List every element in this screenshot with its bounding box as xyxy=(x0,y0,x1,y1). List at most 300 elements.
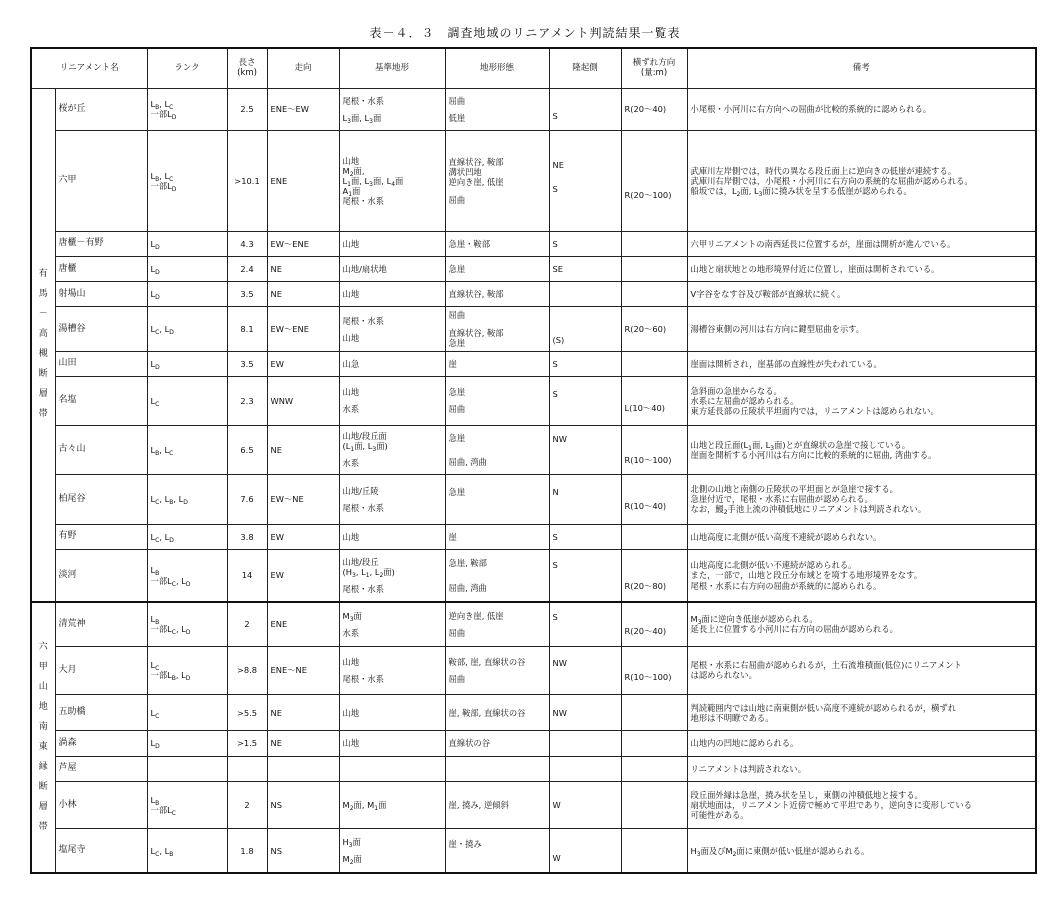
cell-length: 2.4 xyxy=(227,256,267,281)
uplift-line xyxy=(553,622,618,629)
remarks-line: 山地内の凹地に認められる。 xyxy=(690,738,799,749)
table-row xyxy=(31,256,1036,281)
uplift-line xyxy=(553,675,618,682)
form-line: 屈曲 xyxy=(448,673,466,684)
cell-length: 8.1 xyxy=(227,307,267,351)
uplift-line xyxy=(553,444,618,451)
form-line xyxy=(449,667,546,674)
header-length: 長さ (km) xyxy=(227,48,267,88)
cell-remarks xyxy=(687,695,1036,731)
rank-line: $L_B$, $L_C$ xyxy=(150,170,174,183)
cell-offset xyxy=(621,781,687,828)
header-remarks: 備考 xyxy=(687,48,1036,88)
cell-landform xyxy=(339,307,445,351)
form-line xyxy=(449,849,546,856)
form-line xyxy=(449,497,546,504)
remarks-line: 小尾根・小河川に右方向への屈曲が比較的系統的に認められる。 xyxy=(690,104,932,115)
uplift-line xyxy=(553,321,618,328)
cell-form xyxy=(445,829,549,873)
offset-line xyxy=(625,567,684,574)
cell-rank xyxy=(147,282,227,307)
cell-remarks xyxy=(687,756,1036,781)
offset-line xyxy=(625,665,684,672)
form-line: 急崖 xyxy=(448,387,466,398)
uplift-line xyxy=(553,458,618,465)
rank-line: $L_D$ xyxy=(150,263,160,276)
cell-rank xyxy=(147,88,227,131)
lineament-name: 唐櫃 xyxy=(55,256,147,281)
cell-remarks xyxy=(687,307,1036,351)
cell-strike: EW xyxy=(267,351,339,376)
zone-label-char: 地 xyxy=(38,702,48,713)
uplift-line xyxy=(553,497,618,504)
cell-form xyxy=(445,231,549,256)
offset-line xyxy=(625,619,684,626)
rank-line: $L_D$ xyxy=(150,738,160,751)
cell-offset xyxy=(621,646,687,694)
form-line: 急崖 xyxy=(448,487,466,498)
cell-remarks xyxy=(687,256,1036,281)
cell-rank xyxy=(147,425,227,475)
lineament-name: 清荒神 xyxy=(55,602,147,646)
offset-line xyxy=(625,612,684,619)
fault-zone-label xyxy=(31,88,55,602)
cell-length: 3.8 xyxy=(227,524,267,549)
remarks-line: は認められない。 xyxy=(690,670,757,681)
table-row xyxy=(31,549,1036,602)
landform-line: $L_3$面, $L_3$面 xyxy=(342,112,382,125)
landform-line: 山地 xyxy=(342,332,360,343)
landform-line: 山地 xyxy=(342,656,360,667)
cell-length: 6.5 xyxy=(227,425,267,475)
uplift-line: NE xyxy=(552,160,564,171)
landform-line xyxy=(343,847,442,854)
cell-uplift xyxy=(549,602,621,646)
form-line: 急崖, 鞍部 xyxy=(448,558,487,569)
landform-line xyxy=(343,496,442,503)
uplift-line: S xyxy=(552,559,558,570)
cell-strike: ENE～EW xyxy=(267,88,339,131)
cell-rank xyxy=(147,351,227,376)
rank-line: $L_B$ xyxy=(150,614,160,627)
cell-rank xyxy=(147,131,227,231)
form-line: 屈曲 xyxy=(448,95,466,106)
table-row xyxy=(31,475,1036,525)
remarks-line: 段丘面外縁は急崖，撓み状を呈し，東側の沖積低地と接する。 xyxy=(690,789,923,800)
lineament-table-container xyxy=(30,47,1035,874)
form-line xyxy=(449,765,546,772)
cell-form xyxy=(445,646,549,694)
remarks-line: 扇状地面は，リニアメント近傍で極めて平坦であり，逆向きに変形している xyxy=(690,800,972,811)
zone-label-char: 帯 xyxy=(38,822,48,833)
cell-strike: WNW xyxy=(267,377,339,425)
cell-length: 4.3 xyxy=(227,231,267,256)
cell-strike: ENE～NE xyxy=(267,646,339,694)
cell-landform xyxy=(339,781,445,828)
cell-form xyxy=(445,377,549,425)
uplift-line: W xyxy=(552,852,561,863)
table-row xyxy=(31,829,1036,873)
cell-uplift xyxy=(549,781,621,828)
offset-line xyxy=(625,389,684,396)
cell-form xyxy=(445,731,549,756)
form-line: 急崖 xyxy=(448,432,466,443)
uplift-line xyxy=(553,170,618,177)
lineament-name: 有野 xyxy=(55,524,147,549)
lineament-name: 淡河 xyxy=(55,549,147,602)
rank-line: $L_C$ xyxy=(150,395,160,408)
cell-length: 2 xyxy=(227,781,267,828)
cell-landform xyxy=(339,425,445,475)
lineament-name: 五助橋 xyxy=(55,695,147,731)
landform-line: 水系 xyxy=(342,404,360,415)
offset-line xyxy=(625,176,684,183)
lineament-name: 射場山 xyxy=(55,282,147,307)
offset-line: R(20～40) xyxy=(624,626,667,637)
cell-form xyxy=(445,602,549,646)
zone-label-char: 有 xyxy=(38,269,48,280)
cell-offset xyxy=(621,377,687,425)
offset-line xyxy=(625,441,684,448)
uplift-line: NW xyxy=(552,434,567,445)
offset-line xyxy=(625,434,684,441)
form-line: 逆向き崖, 低崖 xyxy=(448,610,504,621)
zone-label-char: 層 xyxy=(38,802,48,813)
uplift-line: S xyxy=(552,612,558,623)
offset-line xyxy=(625,360,684,367)
cell-length: 2.3 xyxy=(227,377,267,425)
uplift-line: (S) xyxy=(552,334,565,345)
rank-line: $L_C$, $L_B$, $L_D$ xyxy=(150,494,188,507)
table-row xyxy=(31,781,1036,828)
cell-landform xyxy=(339,756,445,781)
cell-rank xyxy=(147,829,227,873)
cell-offset xyxy=(621,425,687,475)
cell-offset xyxy=(621,282,687,307)
cell-length: 1.8 xyxy=(227,829,267,873)
header-landform: 基準地形 xyxy=(339,48,445,88)
cell-strike: EW～NE xyxy=(267,475,339,525)
cell-landform xyxy=(339,646,445,694)
cell-remarks xyxy=(687,231,1036,256)
offset-line xyxy=(625,765,684,772)
uplift-line xyxy=(553,97,618,104)
cell-form xyxy=(445,756,549,781)
cell-landform xyxy=(339,351,445,376)
form-line xyxy=(449,106,546,113)
cell-remarks xyxy=(687,351,1036,376)
uplift-line xyxy=(553,195,618,202)
cell-strike: NS xyxy=(267,829,339,873)
offset-line xyxy=(625,709,684,716)
uplift-line xyxy=(553,328,618,335)
table-row xyxy=(31,377,1036,425)
table-title: 表－４．３ 調査地域のリニアメント判読結果一覧表 xyxy=(369,26,681,40)
cell-landform xyxy=(339,377,445,425)
table-row xyxy=(31,307,1036,351)
form-line: 溝状凹地 xyxy=(448,167,482,178)
offset-line: R(20～60) xyxy=(624,324,667,335)
landform-line: 水系 xyxy=(342,458,360,469)
uplift-line xyxy=(553,451,618,458)
cell-form xyxy=(445,282,549,307)
zone-label-char: 東 xyxy=(38,742,48,753)
rank-line: $L_B$ xyxy=(150,795,160,808)
landform-line xyxy=(343,667,442,674)
cell-form xyxy=(445,524,549,549)
cell-offset xyxy=(621,602,687,646)
table-row xyxy=(31,756,1036,781)
landform-line: 山地/丘陵 xyxy=(342,485,379,496)
cell-uplift xyxy=(549,231,621,256)
remarks-line: 北側の山地と南側の丘陵状の平坦面とが急崖で接する。 xyxy=(690,484,898,495)
rank-line xyxy=(151,765,224,772)
remarks-line: 可能性がある。 xyxy=(690,810,749,821)
cell-landform xyxy=(339,602,445,646)
cell-strike: NE xyxy=(267,282,339,307)
cell-landform xyxy=(339,829,445,873)
uplift-line xyxy=(553,629,618,636)
cell-landform xyxy=(339,549,445,602)
remarks-line: 山地と段丘面($L_1$面, $L_3$面)とが直線状の急崖で接している。 xyxy=(690,439,911,452)
form-line: 低崖 xyxy=(448,112,466,123)
table-row xyxy=(31,88,1036,131)
form-line: 鞍部, 崖, 直線状の谷 xyxy=(448,656,526,667)
table-row xyxy=(31,231,1036,256)
table-row xyxy=(31,425,1036,475)
form-line xyxy=(449,188,546,195)
cell-remarks xyxy=(687,425,1036,475)
remarks-line: 地形は不明瞭である。 xyxy=(690,712,774,723)
cell-offset xyxy=(621,524,687,549)
offset-line xyxy=(625,162,684,169)
form-line: 屈曲 xyxy=(448,194,466,205)
cell-uplift xyxy=(549,377,621,425)
form-line: 急崖・鞍部 xyxy=(448,238,491,249)
cell-uplift xyxy=(549,524,621,549)
remarks-line: 尾根・水系に右屈曲が認められるが，土石流堆積面(低位)にリニアメント xyxy=(690,660,962,671)
zone-label-char: 帯 xyxy=(38,409,48,420)
offset-line xyxy=(625,740,684,747)
cell-uplift xyxy=(549,695,621,731)
offset-line: R(10～100) xyxy=(624,672,672,683)
uplift-line: S xyxy=(552,238,558,249)
remarks-line: 武庫川右岸側では，小尾根・小河川に右方向の系統的な屈曲が認められる。 xyxy=(690,175,973,186)
rank-line: $L_D$ xyxy=(150,358,160,371)
remarks-line: 水系に左屈曲が認められる。 xyxy=(690,395,799,406)
table-row xyxy=(31,351,1036,376)
uplift-line: NW xyxy=(552,707,567,718)
remarks-line: 山地高度に北側が低い高度不連続が認められない。 xyxy=(690,531,882,542)
form-line: 屈曲, 湾曲 xyxy=(448,582,487,593)
form-line: 崖・撓み xyxy=(448,838,482,849)
landform-line xyxy=(343,106,442,113)
cell-strike xyxy=(267,756,339,781)
lineament-name: 渦森 xyxy=(55,731,147,756)
cell-uplift xyxy=(549,549,621,602)
header-row xyxy=(31,48,1036,88)
form-line xyxy=(449,321,546,328)
form-line: 急崖 xyxy=(448,337,466,348)
cell-strike: NE xyxy=(267,425,339,475)
cell-rank xyxy=(147,475,227,525)
landform-line: 山地/扇状地 xyxy=(342,263,387,274)
cell-rank xyxy=(147,695,227,731)
remarks-line: $H_3$面及び$M_2$面に東側が低い低崖が認められる。 xyxy=(690,845,870,858)
cell-landform xyxy=(339,282,445,307)
rank-line: 一部$L_C$, $L_D$ xyxy=(150,624,191,637)
offset-line: R(20～100) xyxy=(624,189,672,200)
cell-offset xyxy=(621,307,687,351)
zone-label-char: 六 xyxy=(38,642,48,653)
landform-line: $A_1$面 xyxy=(342,186,361,199)
cell-strike: EW～ENE xyxy=(267,231,339,256)
form-line: 屈曲 xyxy=(448,404,466,415)
form-line xyxy=(449,397,546,404)
uplift-line xyxy=(553,584,618,591)
landform-line: $L_1$面, $L_3$面, $L_4$面 xyxy=(342,175,404,188)
lineament-name: 山田 xyxy=(55,351,147,376)
rank-line: $L_C$, $L_B$ xyxy=(150,845,174,858)
landform-line xyxy=(343,451,442,458)
landform-line: $M_3$面 xyxy=(342,610,362,623)
offset-line xyxy=(625,396,684,403)
offset-line xyxy=(625,291,684,298)
zone-label-char: 層 xyxy=(38,389,48,400)
cell-offset xyxy=(621,231,687,256)
cell-uplift xyxy=(549,307,621,351)
landform-line: 尾根・水系 xyxy=(342,673,385,684)
lineament-name: 名塩 xyxy=(55,377,147,425)
cell-length: 7.6 xyxy=(227,475,267,525)
cell-remarks xyxy=(687,377,1036,425)
zone-label-char: 南 xyxy=(38,722,48,733)
landform-line: 尾根・水系 xyxy=(342,315,385,326)
form-line xyxy=(449,576,546,583)
form-line xyxy=(449,443,546,450)
landform-line: 山地 xyxy=(342,531,360,542)
remarks-line: 湯槽谷東側の河川は右方向に鍵型屈曲を示す。 xyxy=(690,324,865,335)
landform-line xyxy=(343,577,442,584)
lineament-name: 桜が丘 xyxy=(55,88,147,131)
offset-line xyxy=(625,169,684,176)
uplift-line: SE xyxy=(552,263,564,274)
uplift-line xyxy=(553,668,618,675)
rank-line: $L_B$ xyxy=(150,565,160,578)
cell-form xyxy=(445,131,549,231)
cell-length: >8.8 xyxy=(227,646,267,694)
uplift-line xyxy=(553,765,618,772)
uplift-line xyxy=(553,406,618,413)
cell-length: 2.5 xyxy=(227,88,267,131)
offset-line xyxy=(625,448,684,455)
landform-line xyxy=(343,765,442,772)
cell-remarks xyxy=(687,282,1036,307)
cell-landform xyxy=(339,695,445,731)
zone-label-char: 山 xyxy=(38,682,48,693)
cell-form xyxy=(445,475,549,525)
cell-length: >1.5 xyxy=(227,731,267,756)
cell-length: 3.5 xyxy=(227,282,267,307)
form-line: 屈曲 xyxy=(448,310,466,321)
landform-line: 山地 xyxy=(342,738,360,749)
cell-uplift xyxy=(549,351,621,376)
header-uplift: 隆起側 xyxy=(549,48,621,88)
table-body xyxy=(31,88,1036,873)
uplift-line: S xyxy=(552,531,558,542)
lineament-name: 唐櫃－有野 xyxy=(55,231,147,256)
cell-uplift xyxy=(549,646,621,694)
remarks-line: 急崖付近で，尾根・水系に右屈曲が認められる。 xyxy=(690,494,873,505)
cell-strike: NS xyxy=(267,781,339,828)
uplift-line: S xyxy=(552,111,558,122)
landform-line xyxy=(343,326,442,333)
cell-rank xyxy=(147,646,227,694)
cell-form xyxy=(445,88,549,131)
rank-line: 一部$L_C$, $L_D$ xyxy=(150,575,191,588)
offset-line: R(10～100) xyxy=(624,455,672,466)
uplift-line xyxy=(553,399,618,406)
landform-line: 山急 xyxy=(342,358,360,369)
cell-landform xyxy=(339,524,445,549)
form-line: 崖, 鞍部, 直線状の谷 xyxy=(448,707,526,718)
offset-line: L(10～40) xyxy=(624,402,666,413)
uplift-line xyxy=(553,839,618,846)
zone-label-char: 断 xyxy=(38,782,48,793)
remarks-line: 武庫川左岸側では，時代の異なる段丘面上に逆向きの低崖が連続する。 xyxy=(690,165,957,176)
uplift-line xyxy=(553,504,618,511)
remarks-line: $M_3$面に逆向き低崖が認められる。 xyxy=(690,614,818,627)
cell-length xyxy=(227,756,267,781)
offset-line xyxy=(625,494,684,501)
cell-length: >10.1 xyxy=(227,131,267,231)
cell-remarks xyxy=(687,829,1036,873)
offset-line: R(10～40) xyxy=(624,501,667,512)
landform-line: $M_2$面, $M_1$面 xyxy=(342,800,387,813)
remarks-line: 船坂では，$L_2$面, $L_3$面に撓み状を呈する低崖が認められる。 xyxy=(690,186,912,199)
cell-rank xyxy=(147,549,227,602)
offset-line xyxy=(625,265,684,272)
cell-strike: EW xyxy=(267,549,339,602)
cell-landform xyxy=(339,731,445,756)
cell-rank xyxy=(147,231,227,256)
offset-line xyxy=(625,183,684,190)
landform-line: ($L_1$面, $L_3$面) xyxy=(342,441,388,454)
rank-line: $L_D$ xyxy=(150,238,160,251)
cell-uplift xyxy=(549,88,621,131)
rank-line: $L_B$, $L_C$ xyxy=(150,444,174,457)
rank-line: $L_C$ xyxy=(150,707,160,720)
cell-strike: ENE xyxy=(267,131,339,231)
landform-line xyxy=(343,621,442,628)
form-line: 逆向き崖, 低崖 xyxy=(448,177,504,188)
lineament-name: 大月 xyxy=(55,646,147,694)
lineament-name: 塩尾寺 xyxy=(55,829,147,873)
cell-landform xyxy=(339,475,445,525)
cell-offset xyxy=(621,731,687,756)
remarks-line: 判読範囲内では山地に南東側が低い高度不連続が認められるが，横ずれ xyxy=(690,702,957,713)
cell-remarks xyxy=(687,602,1036,646)
form-line: 崖 xyxy=(448,531,457,542)
cell-remarks xyxy=(687,549,1036,602)
uplift-line xyxy=(553,291,618,298)
zone-label-char: 断 xyxy=(38,369,48,380)
uplift-line: W xyxy=(552,800,561,811)
table-row xyxy=(31,524,1036,549)
landform-line xyxy=(343,397,442,404)
lineament-name: 芦屋 xyxy=(55,756,147,781)
table-row xyxy=(31,646,1036,694)
